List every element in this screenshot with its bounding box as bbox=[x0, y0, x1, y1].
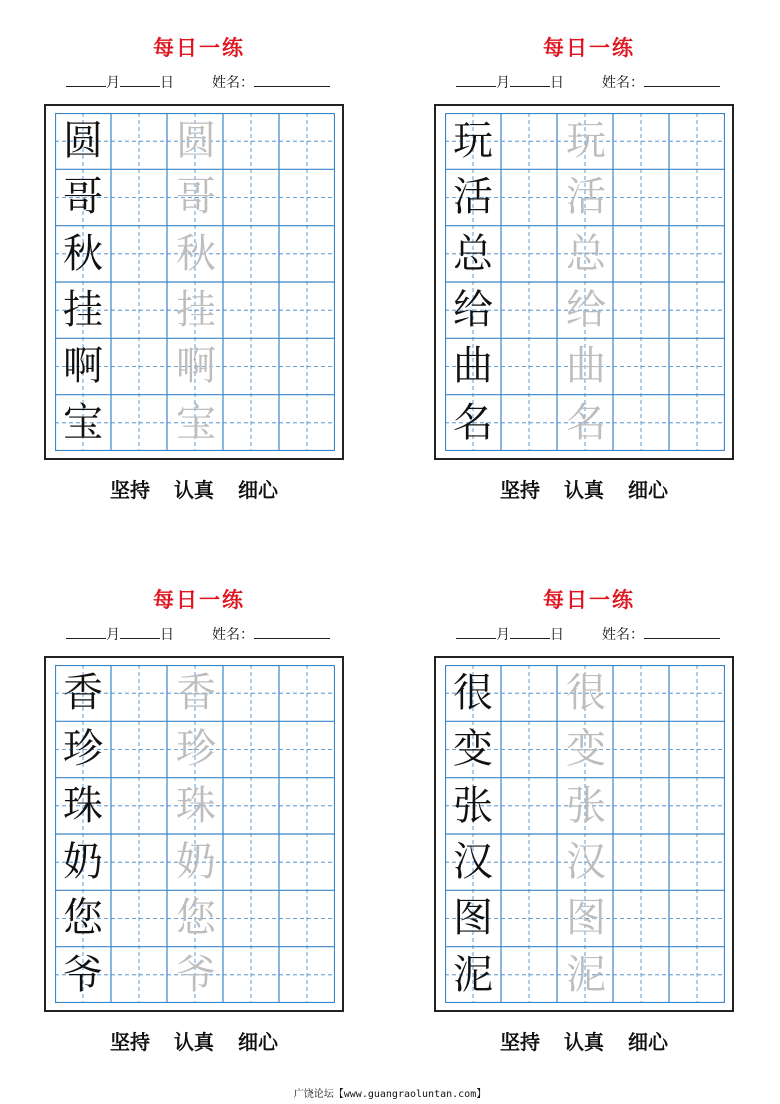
day-label: 日 bbox=[550, 627, 564, 643]
model-character: 珍 bbox=[63, 726, 103, 773]
trace-character: 哥 bbox=[176, 174, 216, 221]
name-label: 姓名： bbox=[602, 75, 644, 91]
model-character: 图 bbox=[453, 895, 493, 942]
name-label: 姓名： bbox=[212, 627, 254, 643]
model-character: 玩 bbox=[453, 118, 493, 164]
motto-item: 坚持 bbox=[110, 478, 150, 502]
practice-row bbox=[55, 778, 335, 834]
practice-card bbox=[434, 580, 744, 1054]
model-character: 变 bbox=[453, 726, 493, 773]
day-blank[interactable] bbox=[510, 624, 550, 639]
trace-character: 秋 bbox=[176, 230, 216, 277]
motto-item: 坚持 bbox=[500, 478, 540, 502]
practice-row bbox=[445, 947, 725, 1003]
card-title: 每日一练 bbox=[153, 588, 245, 612]
model-character: 宝 bbox=[63, 399, 103, 446]
trace-character: 奶 bbox=[176, 839, 216, 885]
practice-row bbox=[445, 113, 725, 169]
practice-card bbox=[44, 580, 354, 1054]
name-blank[interactable] bbox=[644, 624, 720, 639]
practice-row bbox=[445, 338, 725, 394]
practice-row bbox=[55, 338, 335, 394]
motto bbox=[44, 474, 344, 503]
date-name-line bbox=[456, 72, 720, 92]
trace-character: 您 bbox=[176, 895, 216, 942]
month-blank[interactable] bbox=[66, 72, 106, 87]
motto-item: 坚持 bbox=[500, 1030, 540, 1054]
trace-character: 张 bbox=[566, 782, 606, 829]
practice-frame bbox=[434, 656, 734, 1012]
name-blank[interactable] bbox=[254, 624, 330, 639]
motto-item: 细心 bbox=[628, 1030, 668, 1054]
motto-item: 细心 bbox=[238, 478, 278, 502]
writing-grid[interactable] bbox=[445, 665, 725, 1003]
model-character: 奶 bbox=[63, 839, 103, 885]
practice-row bbox=[445, 665, 725, 721]
trace-character: 宝 bbox=[176, 399, 216, 446]
practice-row bbox=[55, 282, 335, 338]
trace-character: 变 bbox=[566, 726, 606, 773]
day-blank[interactable] bbox=[120, 624, 160, 639]
day-label: 日 bbox=[160, 627, 174, 643]
trace-character: 图 bbox=[566, 895, 606, 942]
trace-character: 爷 bbox=[176, 951, 216, 998]
practice-row bbox=[445, 395, 725, 451]
model-character: 圆 bbox=[63, 118, 103, 164]
motto-item: 坚持 bbox=[110, 1030, 150, 1054]
practice-row bbox=[445, 834, 725, 890]
model-character: 总 bbox=[453, 230, 493, 277]
practice-frame bbox=[44, 656, 344, 1012]
practice-row bbox=[445, 890, 725, 946]
trace-character: 挂 bbox=[176, 287, 216, 333]
practice-row bbox=[55, 890, 335, 946]
day-label: 日 bbox=[160, 75, 174, 91]
model-character: 很 bbox=[453, 670, 493, 716]
trace-character: 给 bbox=[566, 287, 606, 333]
practice-frame bbox=[44, 104, 344, 460]
trace-character: 总 bbox=[566, 230, 606, 277]
practice-row bbox=[55, 665, 335, 721]
model-character: 您 bbox=[63, 895, 103, 942]
motto bbox=[434, 474, 734, 503]
trace-character: 圆 bbox=[176, 118, 216, 164]
motto-item: 认真 bbox=[174, 1030, 214, 1054]
trace-character: 啊 bbox=[176, 343, 216, 390]
practice-row bbox=[55, 113, 335, 169]
date-name-line bbox=[66, 624, 330, 644]
trace-character: 玩 bbox=[566, 118, 606, 164]
footer-source: 广饶论坛【www.guangraoluntan.com】 bbox=[293, 1089, 487, 1100]
model-character: 珠 bbox=[63, 782, 103, 829]
day-blank[interactable] bbox=[510, 72, 550, 87]
practice-row bbox=[55, 169, 335, 225]
trace-character: 名 bbox=[566, 399, 606, 446]
trace-character: 很 bbox=[566, 670, 606, 716]
practice-row bbox=[445, 169, 725, 225]
trace-character: 珠 bbox=[176, 782, 216, 829]
practice-frame bbox=[434, 104, 734, 460]
motto-item: 认真 bbox=[564, 478, 604, 502]
motto-item: 细心 bbox=[628, 478, 668, 502]
practice-row bbox=[445, 226, 725, 282]
trace-character: 汉 bbox=[566, 839, 606, 885]
name-blank[interactable] bbox=[644, 72, 720, 87]
practice-row bbox=[55, 834, 335, 890]
model-character: 给 bbox=[453, 287, 493, 333]
month-label: 月 bbox=[496, 627, 510, 643]
writing-grid[interactable] bbox=[445, 113, 725, 451]
card-title: 每日一练 bbox=[543, 36, 635, 60]
day-blank[interactable] bbox=[120, 72, 160, 87]
motto bbox=[44, 1026, 344, 1055]
model-character: 泥 bbox=[453, 951, 493, 998]
model-character: 活 bbox=[453, 174, 493, 221]
writing-grid[interactable] bbox=[55, 113, 335, 451]
practice-card bbox=[434, 28, 744, 502]
model-character: 香 bbox=[63, 670, 103, 716]
card-title: 每日一练 bbox=[543, 588, 635, 612]
day-label: 日 bbox=[550, 75, 564, 91]
model-character: 啊 bbox=[63, 343, 103, 390]
practice-card bbox=[44, 28, 354, 502]
motto-item: 认真 bbox=[564, 1030, 604, 1054]
model-character: 曲 bbox=[453, 343, 493, 390]
practice-row bbox=[445, 721, 725, 777]
model-character: 汉 bbox=[453, 839, 493, 885]
month-label: 月 bbox=[106, 75, 120, 91]
trace-character: 珍 bbox=[176, 726, 216, 773]
practice-row bbox=[55, 395, 335, 451]
month-label: 月 bbox=[496, 75, 510, 91]
model-character: 秋 bbox=[63, 230, 103, 277]
practice-row bbox=[445, 282, 725, 338]
model-character: 名 bbox=[453, 399, 493, 446]
motto bbox=[434, 1026, 734, 1055]
month-blank[interactable] bbox=[66, 624, 106, 639]
month-label: 月 bbox=[106, 627, 120, 643]
model-character: 爷 bbox=[63, 951, 103, 998]
name-blank[interactable] bbox=[254, 72, 330, 87]
month-blank[interactable] bbox=[456, 624, 496, 639]
motto-item: 认真 bbox=[174, 478, 214, 502]
trace-character: 曲 bbox=[566, 343, 606, 390]
date-name-line bbox=[456, 624, 720, 644]
trace-character: 活 bbox=[566, 174, 606, 221]
practice-row bbox=[55, 226, 335, 282]
month-blank[interactable] bbox=[456, 72, 496, 87]
writing-grid[interactable] bbox=[55, 665, 335, 1003]
model-character: 哥 bbox=[63, 174, 103, 221]
date-name-line bbox=[66, 72, 330, 92]
practice-row bbox=[55, 947, 335, 1003]
card-title: 每日一练 bbox=[153, 36, 245, 60]
trace-character: 泥 bbox=[566, 951, 606, 998]
motto-item: 细心 bbox=[238, 1030, 278, 1054]
trace-character: 香 bbox=[176, 670, 216, 716]
model-character: 张 bbox=[453, 782, 493, 829]
practice-row bbox=[55, 721, 335, 777]
name-label: 姓名： bbox=[602, 627, 644, 643]
model-character: 挂 bbox=[63, 287, 103, 333]
name-label: 姓名： bbox=[212, 75, 254, 91]
practice-row bbox=[445, 778, 725, 834]
